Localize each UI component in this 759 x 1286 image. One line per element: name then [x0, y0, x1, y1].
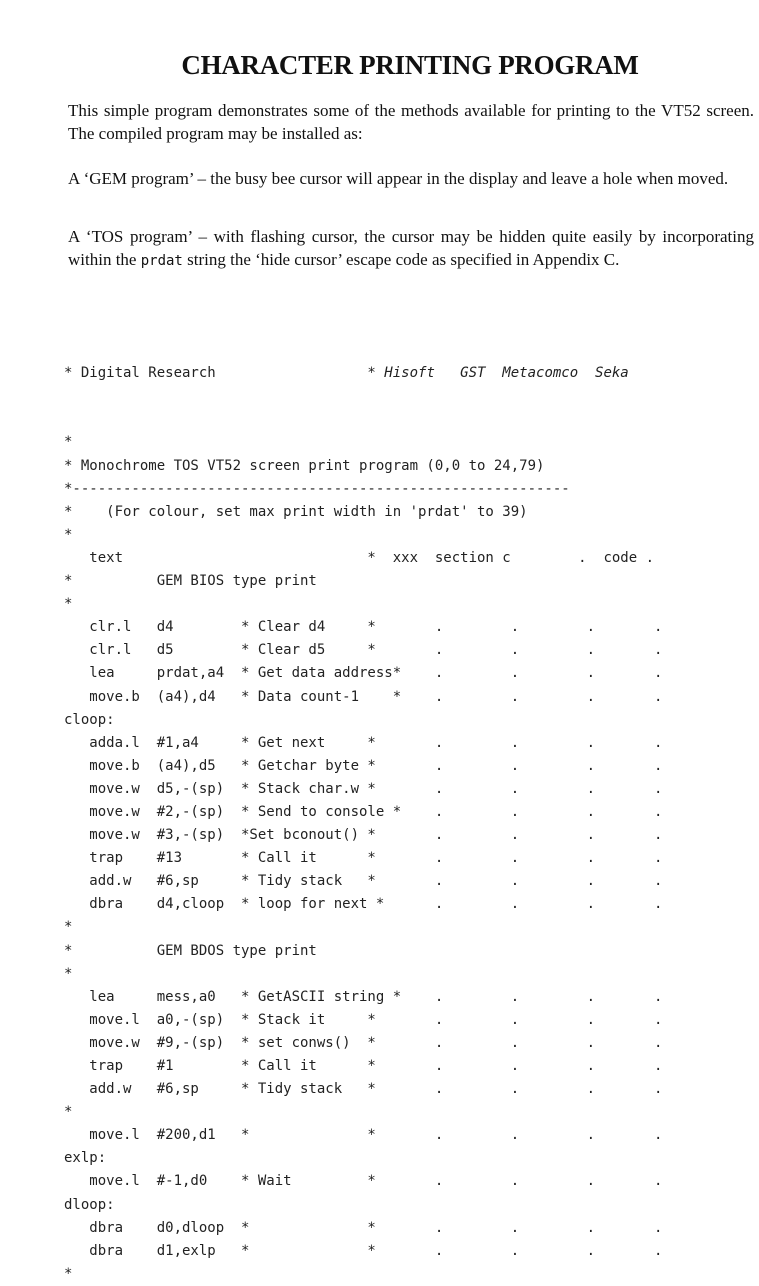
code-line: trap #1 * Call it * . . . . — [64, 1058, 663, 1074]
code-line: * — [64, 596, 73, 613]
code-line: * — [64, 1104, 73, 1121]
code-line: * (For colour, set max print width in 'prdat' to 39) — [64, 503, 528, 520]
code-line: clr.l d4 * Clear d4 * . . . . — [64, 619, 663, 636]
listing-header-assemblers: Hisoft GST Metacomco Seka — [384, 365, 629, 382]
code-line: move.w #2,-(sp) * Send to console * . . . . — [64, 803, 663, 820]
code-line: dbra d0,dloop * * . . . . — [64, 1219, 663, 1236]
listing-header — [64, 362, 754, 385]
intro-paragraph — [68, 99, 754, 145]
code-line: trap #13 * Call it * . . . . — [64, 850, 663, 867]
code-line: move.w #3,-(sp) *Set bconout() * . . . . — [64, 827, 663, 844]
tos-text-before: A ‘TOS program’ – with flashing cursor, the cursor may be hidden quite easily by incorporating within the — [68, 227, 754, 269]
code-line: * — [64, 1265, 73, 1282]
code-line: *----------------------------------------------------------- — [64, 480, 570, 497]
code-line: move.w d5,-(sp) * Stack char.w * . . . . — [64, 780, 663, 797]
code-line: move.w #9,-(sp) * set conws() * . . . . — [64, 1034, 663, 1051]
code-line: move.l a0,-(sp) * Stack it * . . . . — [64, 1011, 663, 1028]
intro-text: This simple program demonstrates some of the methods available for printing to the VT52 screen. The compiled program may be installed as: — [68, 101, 754, 143]
page-title: CHARACTER PRINTING PROGRAM — [181, 50, 639, 80]
code-line: move.l #200,d1 * * . . . . — [64, 1127, 663, 1144]
code-line: add.w #6,sp * Tidy stack * . . . . — [64, 873, 663, 890]
code-line: dloop: — [64, 1196, 115, 1213]
listing-header-left: * Digital Research * — [64, 365, 385, 382]
gem-program-paragraph — [68, 167, 754, 190]
code-line: * — [64, 919, 73, 936]
code-line: * Monochrome TOS VT52 screen print program (0,0 to 24,79) — [64, 457, 545, 474]
code-line: * — [64, 434, 73, 451]
code-line: dbra d1,exlp * * . . . . — [64, 1242, 663, 1259]
code-line: * GEM BIOS type print — [64, 573, 317, 590]
code-line: adda.l #1,a4 * Get next * . . . . — [64, 734, 663, 751]
code-line: move.b (a4),d5 * Getchar byte * . . . . — [64, 757, 663, 774]
code-line: clr.l d5 * Clear d5 * . . . . — [64, 642, 663, 659]
tos-text-after: string the ‘hide cursor’ escape code as specified in Appendix C. — [182, 250, 620, 269]
code-line: add.w #6,sp * Tidy stack * . . . . — [64, 1081, 663, 1098]
prdat-code-word: prdat — [140, 253, 183, 269]
code-line: exlp: — [64, 1150, 107, 1167]
code-line: * GEM BDOS type print — [64, 942, 317, 959]
tos-program-paragraph — [68, 225, 754, 273]
code-line: lea mess,a0 * GetASCII string * . . . . — [64, 988, 663, 1005]
gem-program-text: A ‘GEM program’ – the busy bee cursor will appear in the display and leave a hole when moved. — [68, 169, 729, 188]
code-line: * — [64, 965, 73, 982]
code-line: dbra d4,cloop * loop for next * . . . . — [64, 896, 663, 913]
code-line: lea prdat,a4 * Get data address* . . . . — [64, 665, 663, 682]
code-line: move.l #-1,d0 * Wait * . . . . — [64, 1173, 663, 1190]
code-line: move.b (a4),d4 * Data count-1 * . . . . — [64, 688, 663, 705]
code-line: * — [64, 526, 73, 543]
code-line: text * xxx section c . code . — [64, 549, 655, 566]
code-line: cloop: — [64, 711, 115, 728]
assembly-listing — [64, 316, 754, 1286]
